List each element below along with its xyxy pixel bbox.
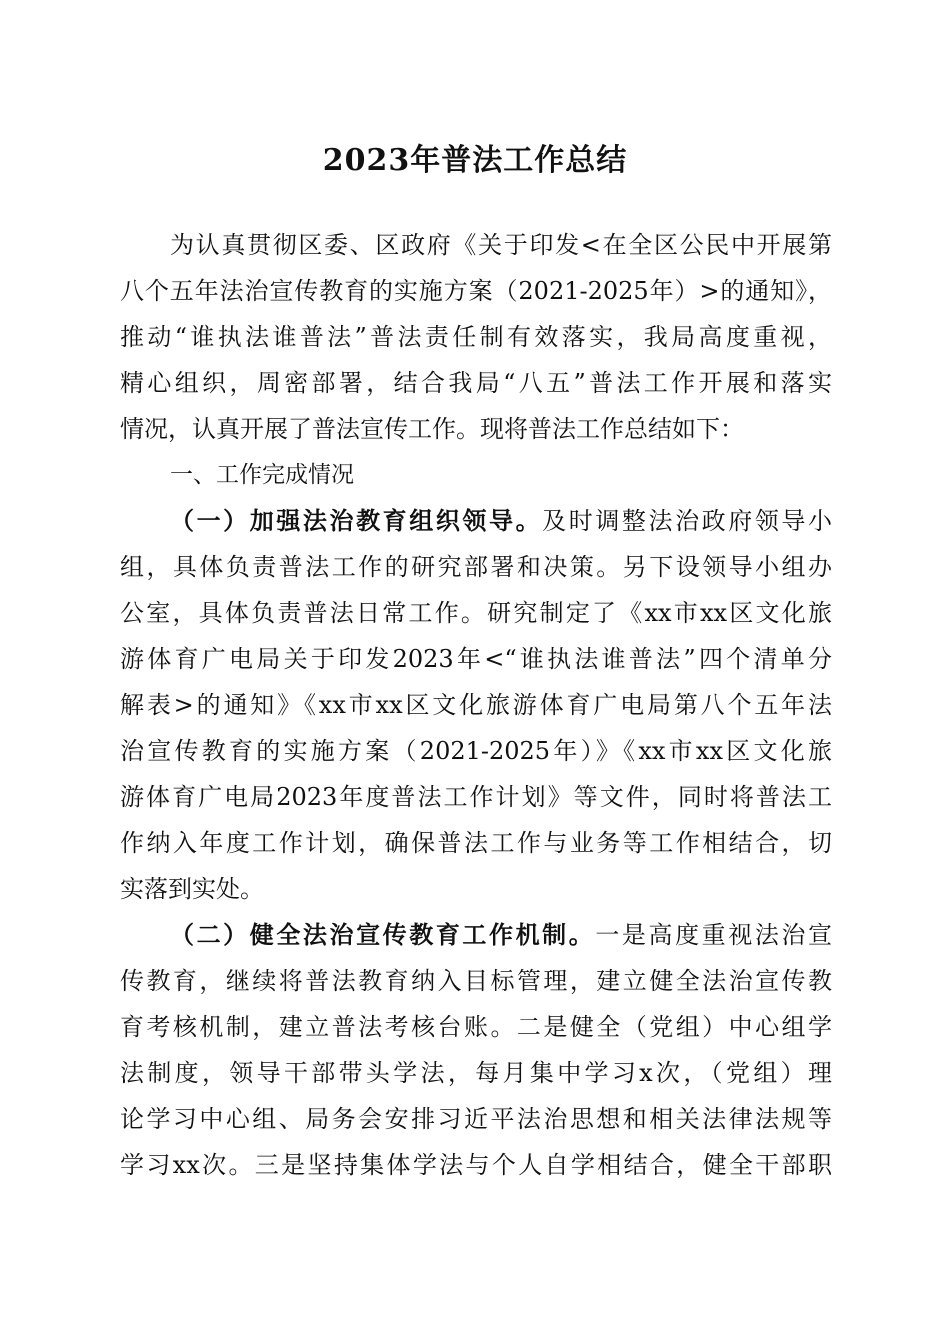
item2-first-line-text: 一是高度重视法治宣 (595, 921, 833, 949)
item1-first-line-text: 及时调整法治政府领导小 (542, 507, 833, 535)
item2-first-line (170, 913, 832, 957)
paragraph-line: 法制度，领导干部带头学法，每月集中学习x次，（党组）理 (120, 1059, 832, 1087)
intro-line: 八个五年法治宣传教育的实施方案（2021-2025年）>的通知》， (120, 277, 832, 305)
paragraph-line: 作纳入年度工作计划，确保普法工作与业务等工作相结合，切 (120, 829, 832, 857)
paragraph-line: 治宣传教育的实施方案（2021-2025年）》《xx市xx区文化旅 (120, 737, 832, 765)
item1-first-line (170, 499, 832, 543)
intro-line: 推动“谁执法谁普法”普法责任制有效落实，我局高度重视， (120, 323, 832, 351)
intro-line: 情况，认真开展了普法宣传工作。现将普法工作总结如下： (120, 415, 744, 443)
section-heading: 一、工作完成情况 (170, 462, 354, 488)
item2-heading: （二）健全法治宣传教育工作机制。 (170, 920, 596, 949)
paragraph-line: 传教育，继续将普法教育纳入目标管理，建立健全法治宣传教 (120, 967, 832, 995)
paragraph-line: 组，具体负责普法工作的研究部署和决策。另下设领导小组办 (120, 553, 832, 581)
paragraph-line: 解表>的通知》《xx市xx区文化旅游体育广电局第八个五年法 (120, 691, 832, 719)
paragraph-line: 学习xx次。三是坚持集体学法与个人自学相结合，健全干部职 (120, 1151, 832, 1179)
paragraph-line: 论学习中心组、局务会安排习近平法治思想和相关法律法规等 (120, 1105, 832, 1133)
paragraph-line: 实落到实处。 (120, 875, 264, 903)
paragraph-line: 游体育广电局2023年度普法工作计划》等文件，同时将普法工 (120, 783, 832, 811)
document-title: 2023年普法工作总结 (322, 143, 628, 178)
intro-line: 为认真贯彻区委、区政府《关于印发<在全区公民中开展第 (170, 231, 832, 259)
paragraph-line: 育考核机制，建立普法考核台账。二是健全（党组）中心组学 (120, 1013, 832, 1041)
paragraph-line: 游体育广电局关于印发2023年<“谁执法谁普法”四个清单分 (120, 645, 832, 673)
intro-line: 精心组织，周密部署，结合我局“八五”普法工作开展和落实 (120, 369, 832, 397)
item1-heading: （一）加强法治教育组织领导。 (170, 506, 543, 535)
paragraph-line: 公室，具体负责普法日常工作。研究制定了《xx市xx区文化旅 (120, 599, 832, 627)
